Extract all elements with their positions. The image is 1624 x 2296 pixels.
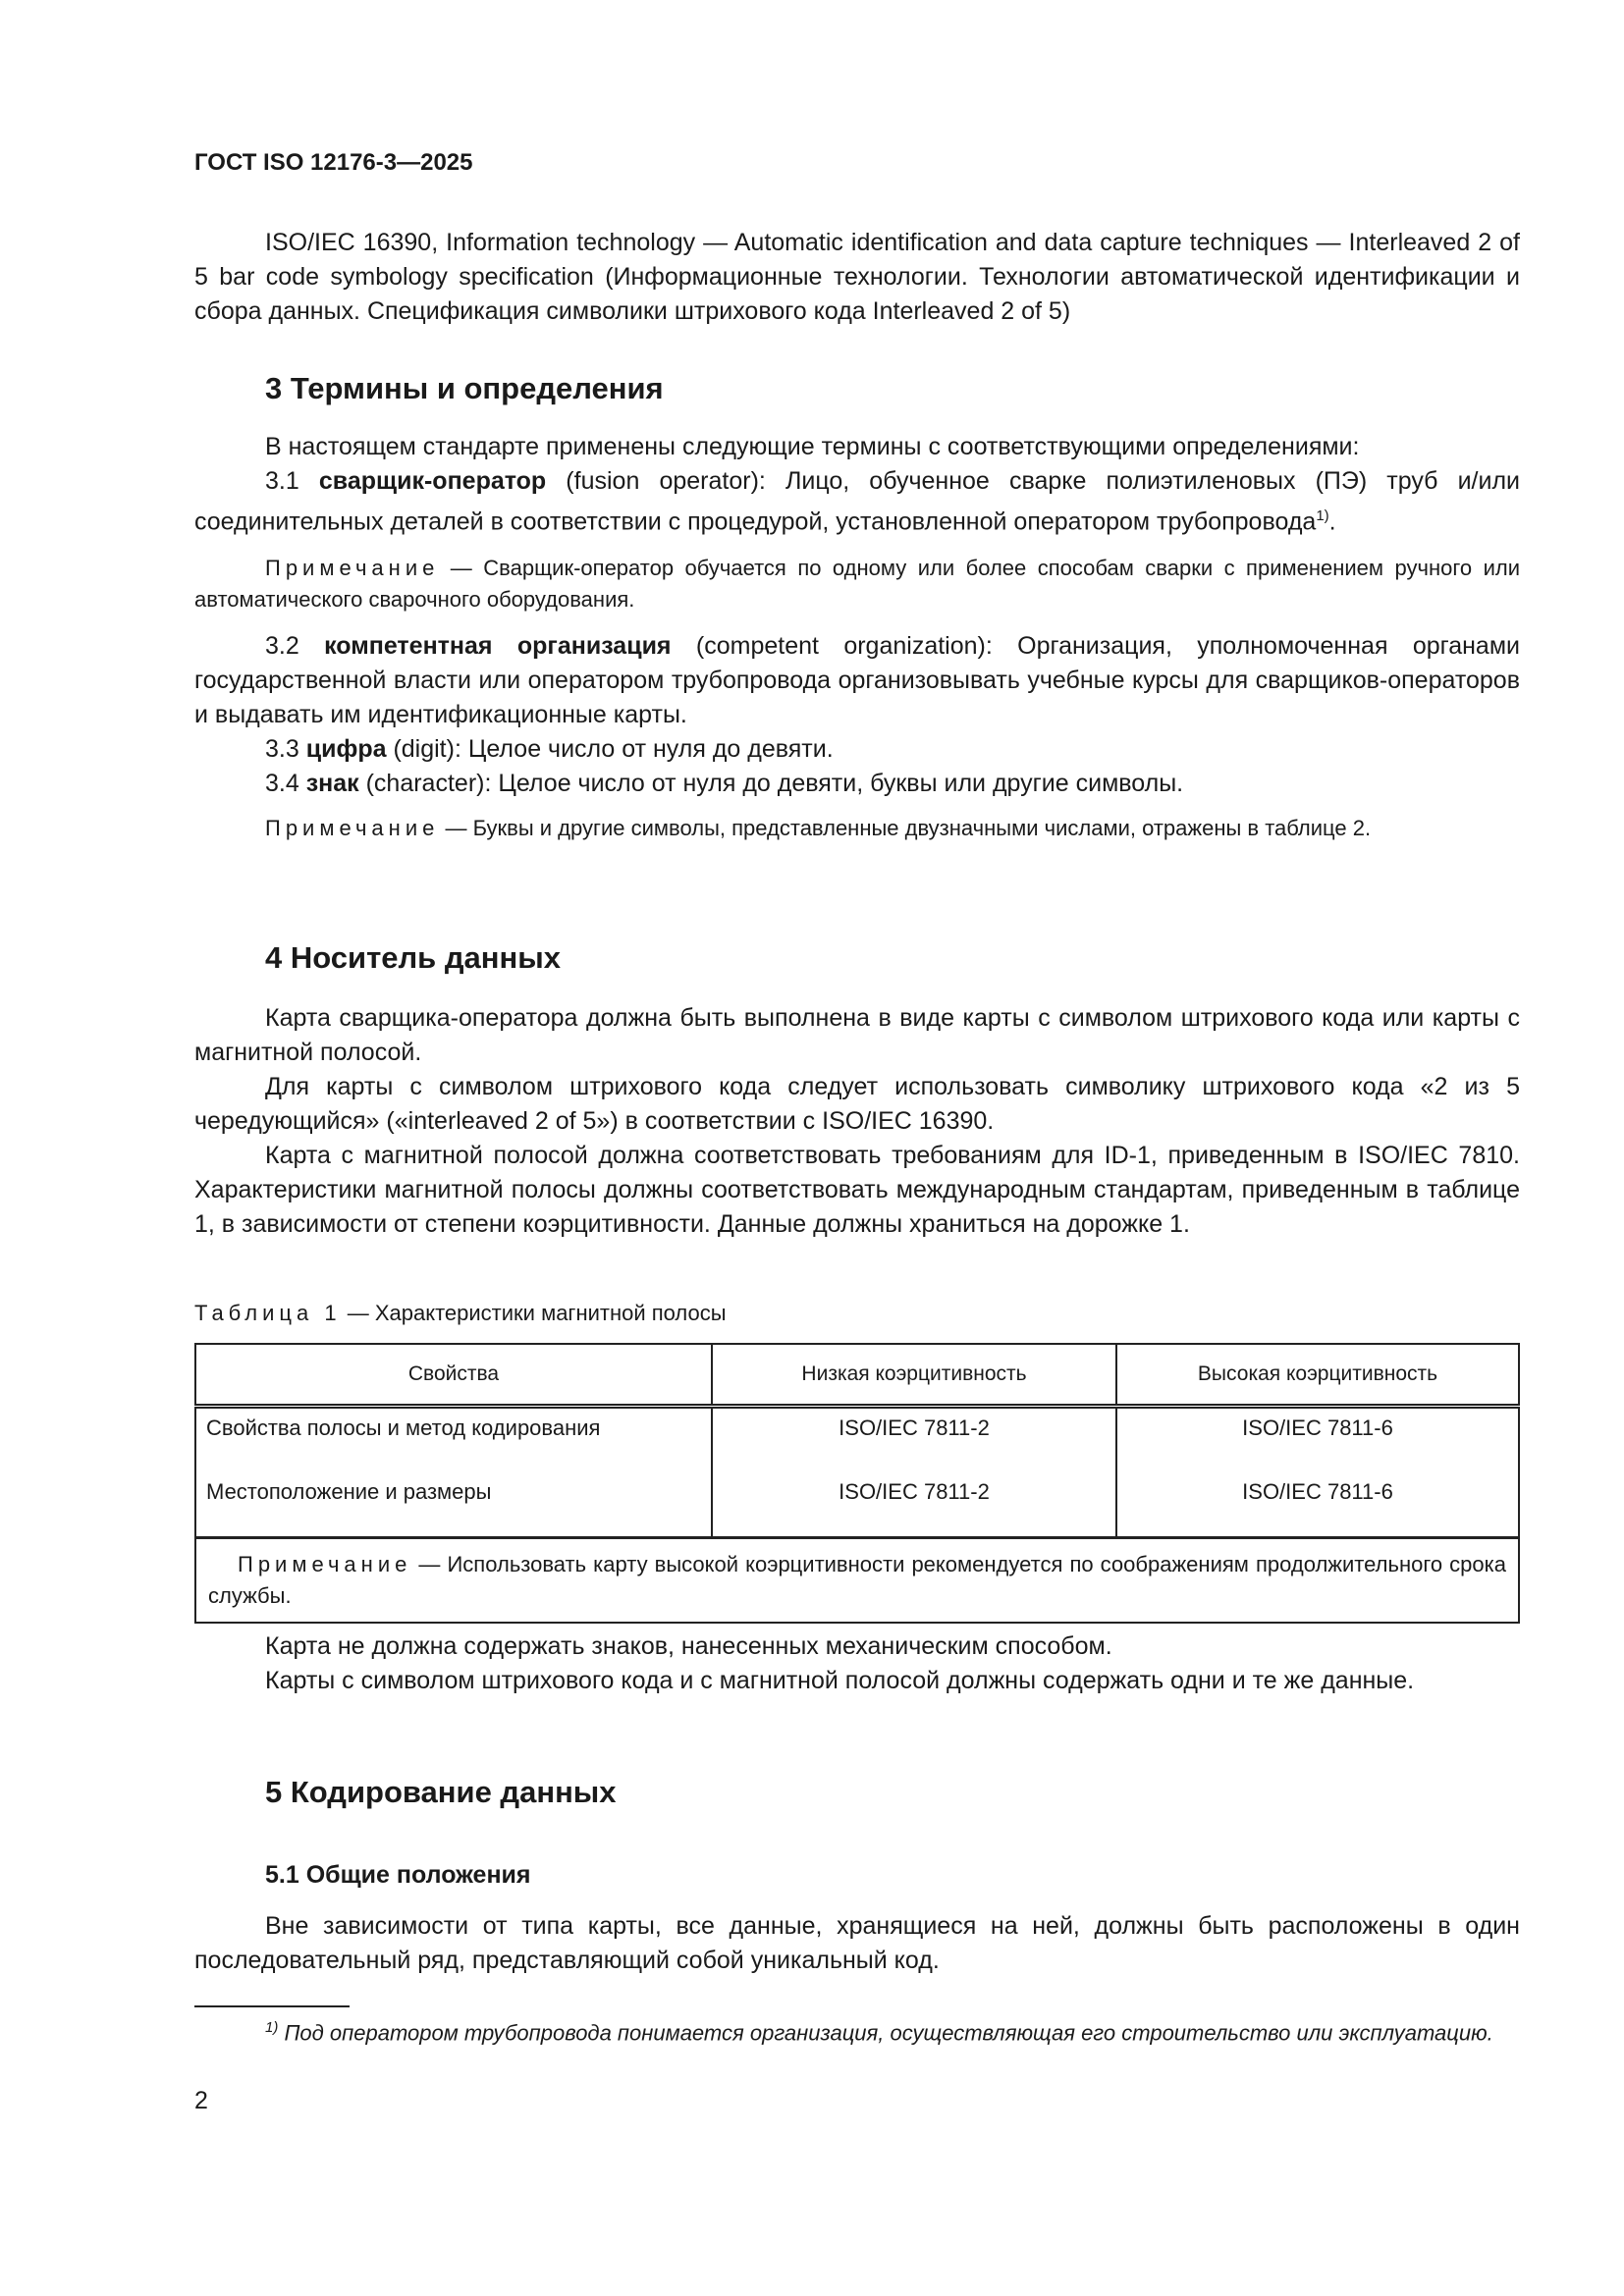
section-4-paragraph: Для карты с символом штрихового кода следует использовать символику штрихового кода «2 из 5 чередующийся» («interleaved 2 of 5») в соответствии с ISO/IEC 16390. [194, 1073, 1520, 1135]
section-4-paragraph: Карта не должна содержать знаков, нанесенных механическим способом. [265, 1632, 1112, 1660]
term-3-4: 3.4 знак (character): Целое число от нуля до девяти, буквы или другие символы. [265, 770, 1184, 798]
term-3-2: 3.2 компетентная организация (competent organization): Организация, уполномоченная органами государственной власти или оператором трубопровода организовывать учебные курсы для сварщиков-операторов и выдавать им идентификационные карты. [194, 632, 1520, 729]
term-3-1: 3.1 сварщик-оператор (fusion operator): Лицо, обученное сварке полиэтиленовых (ПЭ) труб и/или соединительных деталей в соответствии с процедурой, установленной оператором трубопровода$^{1)}$. [194, 467, 1521, 536]
table-cell-low: ISO/IEC 7811-2 ISO/IEC 7811-2 [712, 1407, 1116, 1538]
term-3-3: 3.3 цифра (digit): Целое число от нуля до девяти. [265, 735, 834, 764]
section-5-1-paragraph: Вне зависимости от типа карты, все данные, хранящиеся на ней, должны быть расположены в один последовательный ряд, представляющий собой уникальный код. [194, 1912, 1520, 1974]
table-note: Примечание — Использовать карту высокой коэрцитивности рекомендуется по соображениям продолжительного срока службы. [208, 1552, 1506, 1608]
section-4-paragraph: Карты с символом штрихового кода и с магнитной полосой должны содержать одни и те же данные. [265, 1667, 1415, 1694]
page-number: 2 [194, 2087, 208, 2114]
note-3-4: Примечание — Буквы и другие символы, представленные двузначными числами, отражены в таблице 2. [265, 816, 1372, 841]
section-4-paragraph: Карта сварщика-оператора должна быть выполнена в виде карты с символом штрихового кода или карты с магнитной полосой. [194, 1004, 1520, 1066]
section-3-intro: В настоящем стандарте применены следующие термины с соответствующими определениями: [265, 433, 1360, 460]
section-4-paragraph: Карта с магнитной полосой должна соответствовать требованиям для ID-1, приведенным в ISO/IEC 7810. Характеристики магнитной полосы должны соответствовать международным стандартам, приведенным в таблице 1, в зависимости от степени коэрцитивности. Данные должны храниться на дорожке 1. [194, 1142, 1520, 1238]
section-4-title: 4 Носитель данных [265, 940, 561, 975]
table-1 [194, 1343, 1520, 1624]
section-4-after [194, 1629, 1520, 1698]
table-header-row [195, 1344, 1519, 1407]
section-5-title: 5 Кодирование данных [265, 1775, 617, 1809]
reference-paragraph: ISO/IEC 16390, Information technology — Automatic identification and data capture techniques — Interleaved 2 of 5 bar code symbology specification (Информационные технологии. Технологии автоматической идентификации и сбора данных. Спецификация символики штрихового кода Interleaved 2 of 5) [194, 229, 1520, 325]
section-4-body [194, 1001, 1520, 1242]
document-header: ГОСТ ISO 12176-3—2025 [194, 149, 473, 176]
table-cell-high: ISO/IEC 7811-6 ISO/IEC 7811-6 [1116, 1407, 1519, 1538]
table-row [195, 1407, 1519, 1538]
table-caption: Таблица 1 — Характеристики магнитной полосы [194, 1301, 727, 1325]
section-5-1-title: 5.1 Общие положения [265, 1861, 531, 1889]
table-header-cell: Высокая коэрцитивность [1116, 1344, 1519, 1407]
table-note-row [195, 1538, 1519, 1624]
table-cell-property: Свойства полосы и метод кодирования Местоположение и размеры [195, 1407, 712, 1538]
note-3-1: Примечание — Сварщик-оператор обучается по одному или более способам сварки с применением ручного или автоматического сварочного оборудования. [194, 556, 1520, 613]
table-header-cell: Свойства [195, 1344, 712, 1407]
table-header-cell: Низкая коэрцитивность [712, 1344, 1116, 1407]
section-3-body [194, 430, 1520, 844]
section-3-title: 3 Термины и определения [265, 371, 664, 405]
footnote-divider [194, 2005, 350, 2007]
footnote: $^{1)}$ Под оператором трубопровода понимается организация, осуществляющая его строительство или эксплуатацию. [265, 2019, 1493, 2046]
